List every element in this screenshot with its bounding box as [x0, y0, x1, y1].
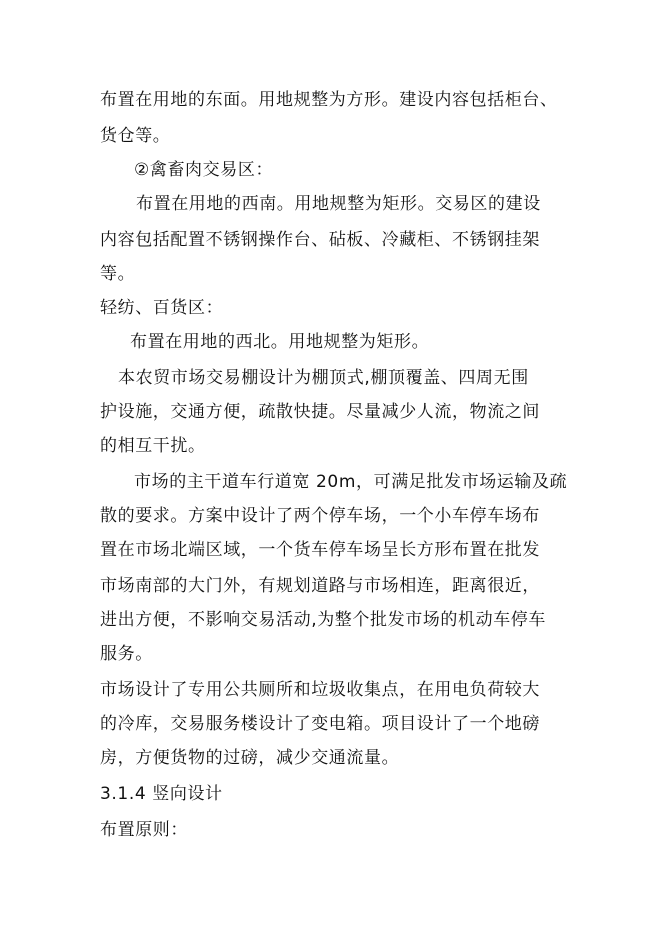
- paragraph-line: 进出方便，不影响交易活动,为整个批发市场的机动车停车: [100, 610, 547, 630]
- paragraph-line: 货仓等。: [100, 126, 171, 146]
- paragraph-line: 散的要求。方案中设计了两个停车场，一个小车停车场布: [100, 506, 540, 526]
- paragraph-line: 服务。: [100, 644, 153, 664]
- paragraph-line: 市场设计了专用公共厕所和垃圾收集点，在用电负荷较大: [100, 680, 540, 700]
- subsection-heading: ②禽畜肉交易区：: [134, 160, 274, 180]
- paragraph-line: 布置在用地的东面。用地规整为方形。建设内容包括柜台、: [100, 90, 558, 110]
- paragraph-line: 的相互干扰。: [100, 436, 206, 456]
- paragraph-line: 市场的主干道车行道宽 20m，可满足批发市场运输及疏: [134, 472, 568, 492]
- section-heading: 3.1.4 竖向设计: [100, 784, 223, 804]
- paragraph-line: 护设施，交通方便，疏散快捷。尽量减少人流，物流之间: [100, 402, 540, 422]
- subsection-heading: 轻纺、百货区：: [100, 298, 224, 318]
- paragraph-line: 布置在用地的西南。用地规整为矩形。交易区的建设: [136, 194, 541, 214]
- paragraph-line: 等。: [100, 264, 136, 284]
- paragraph-line: 市场南部的大门外，有规划道路与市场相连，距离很近，: [100, 576, 540, 596]
- paragraph-line: 布置在用地的西北。用地规整为矩形。: [130, 332, 430, 352]
- paragraph-line: 内容包括配置不锈钢操作台、砧板、冷藏柜、不锈钢挂架: [100, 230, 540, 250]
- paragraph-line: 布置原则：: [100, 820, 188, 840]
- paragraph-line: 的冷库，交易服务楼设计了变电箱。项目设计了一个地磅: [100, 714, 540, 734]
- paragraph-line: 置在市场北端区域，一个货车停车场呈长方形布置在批发: [100, 540, 540, 560]
- paragraph-line: 房，方便货物的过磅，减少交通流量。: [100, 748, 400, 768]
- paragraph-line: 本农贸市场交易棚设计为棚顶式,棚顶覆盖、四周无围: [118, 368, 529, 388]
